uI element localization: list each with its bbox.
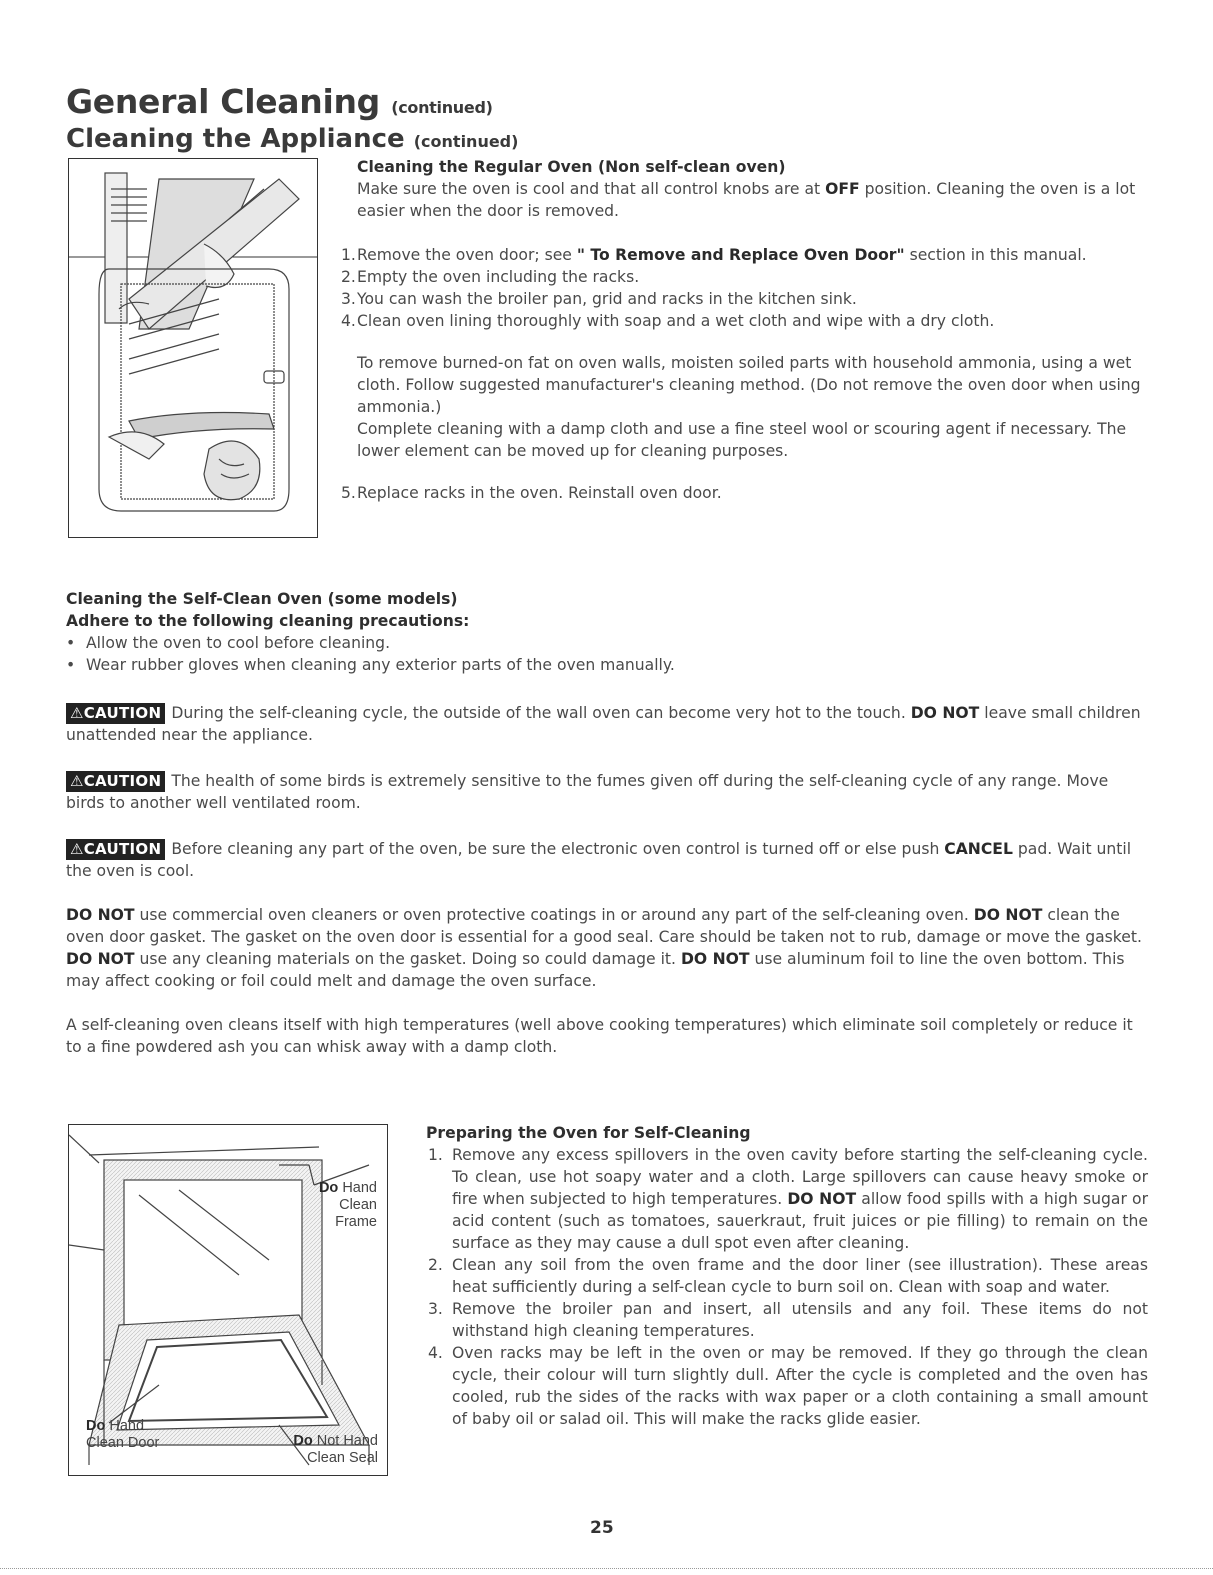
complete-cleaning-paragraph: Complete cleaning with a damp cloth and use a fine steel wool or scouring agent if necessary. The lower element can be moved up for cleaning purposes. [357, 420, 1127, 460]
caution2-text: The health of some birds is extremely sensitive to the fumes given off during the self-cleaning cycle of any range. Move birds to another well ventilated room. [66, 772, 1109, 812]
step-number: 3. [341, 290, 356, 308]
bullet1-text: Allow the oven to cool before cleaning. [86, 634, 391, 652]
page-title [66, 82, 493, 121]
step-number: 3. [428, 1300, 443, 1318]
seal-label-do: Do [293, 1433, 313, 1449]
caution1-text-c: leave small children unattended near the appliance. [66, 704, 1141, 744]
step3-text: You can wash the broiler pan, grid and racks in the kitchen sink. [357, 290, 857, 308]
frame-label-hand: Hand [338, 1180, 377, 1196]
self-clean-heading: Cleaning the Self-Clean Oven (some models) [66, 590, 458, 608]
step5-text: Replace racks in the oven. Reinstall oven door. [357, 484, 722, 502]
ammonia-paragraph: To remove burned-on fat on oven walls, moisten soiled parts with household ammonia, using a wet cloth. Follow suggested manufacturer's cleaning method. (Do not remove the oven door when using ammonia.) [357, 354, 1141, 416]
seal-label-not-hand: Not Hand [312, 1433, 378, 1449]
intro-text-c: position. Cleaning the oven is a lot easier when the door is removed. [357, 180, 1136, 220]
caution-label: CAUTION [83, 772, 162, 790]
intro-text-a: Make sure the oven is cool and that all control knobs are at [357, 180, 826, 198]
section-title [66, 124, 518, 154]
warn-text-a: use commercial oven cleaners or oven protective coatings in or around any part of the self-cleaning oven. [134, 906, 974, 924]
do-not-paragraph [66, 904, 1148, 992]
step-number: 2. [428, 1256, 443, 1274]
do-not-label: DO NOT [66, 906, 135, 924]
do-not-label: DO NOT [680, 950, 750, 968]
step-number: 1. [428, 1146, 443, 1164]
bullet2-text: Wear rubber gloves when cleaning any exterior parts of the oven manually. [86, 656, 675, 674]
caution-2 [66, 770, 1148, 814]
precautions-heading: Adhere to the following cleaning precautions: [66, 612, 470, 630]
caution3-cancel: CANCEL [944, 840, 1013, 858]
do-not-label: DO NOT [66, 950, 135, 968]
caution-badge [66, 839, 165, 860]
self-clean-section [66, 588, 1148, 1058]
step4-text: Clean oven lining thoroughly with soap and a wet cloth and wipe with a dry cloth. [357, 312, 995, 330]
caution-badge [66, 703, 165, 724]
prep-step1-do-not: DO NOT [787, 1190, 857, 1208]
warning-triangle-icon: ⚠ [70, 704, 84, 722]
warning-triangle-icon: ⚠ [70, 772, 84, 790]
regular-oven-heading: Cleaning the Regular Oven (Non self-clean oven) [357, 158, 786, 176]
page-title-text: General Cleaning [66, 82, 380, 121]
step-number: 4. [341, 312, 356, 330]
step-number: 5. [341, 484, 356, 502]
list-item [66, 632, 1148, 654]
frame-label [307, 1180, 377, 1231]
prep-step4-text: Oven racks may be left in the oven or may be removed. If they go through the clean cycle, their colour will turn slightly dull. After the cycle is completed and the oven has cooled, rub the sides of the racks with wax paper or a cloth containing a small amount of baby oil or salad oil. This will make the racks glide easier. [452, 1344, 1148, 1428]
page-bottom-border [0, 1568, 1213, 1569]
step1-link-text: " To Remove and Replace Oven Door" [576, 246, 905, 264]
prep-step1-text-c: allow food spills with a high sugar or acid content (such as tomatoes, sauerkraut, fruit juices or pie filling) to remain on the surface as they may cause a dull spot even after cleaning. [452, 1190, 1148, 1252]
seal-label-line2: Clean Seal [307, 1450, 378, 1466]
step1-text-a: Remove the oven door; see [357, 246, 577, 264]
caution-label: CAUTION [83, 704, 162, 722]
door-label-line2: Clean Door [86, 1435, 160, 1451]
list-item [426, 1342, 1148, 1430]
step-number: 2. [341, 268, 356, 286]
section-title-text: Cleaning the Appliance [66, 124, 405, 154]
do-not-label: DO NOT [973, 906, 1043, 924]
door-label-do: Do [86, 1418, 106, 1434]
list-item [329, 288, 1147, 310]
prep-step1-text-a: Remove any excess spillovers in the oven cavity before starting the self-cleaning cycle. To clean, use hot soapy water and a cloth. Large spillovers can cause heavy smoke or fire when subjected to high temperatures. [452, 1146, 1148, 1208]
prep-step2-text: Clean any soil from the oven frame and the door liner (see illustration). These areas heat sufficiently during a self-clean cycle to burn soil on. Clean with soap and water. [452, 1256, 1148, 1296]
warn-text-d: use aluminum foil to line the oven bottom. This may affect cooking or foil could melt and damage the oven surface. [66, 950, 1125, 990]
frame-label-do: Do [318, 1180, 339, 1196]
step-number: 4. [428, 1344, 443, 1362]
regular-oven-intro [357, 178, 1147, 222]
warn-text-c: use any cleaning materials on the gasket. Doing so could damage it. [134, 950, 681, 968]
list-item [329, 244, 1147, 266]
preparing-section [426, 1122, 1148, 1430]
list-item [329, 482, 1147, 504]
frame-label-line3: Frame [335, 1214, 377, 1230]
caution-label: CAUTION [83, 840, 162, 858]
bullet-icon: • [66, 656, 76, 674]
step1-text-c: section in this manual. [904, 246, 1087, 264]
warn-text-b: clean the oven door gasket. The gasket on the oven door is essential for a good seal. Care should be taken not to rub, damage or move the gasket. [66, 906, 1142, 946]
page-number: 25 [590, 1518, 614, 1538]
preparing-heading: Preparing the Oven for Self-Cleaning [426, 1124, 751, 1142]
seal-label [240, 1433, 378, 1467]
caution-badge [66, 771, 165, 792]
list-item [426, 1144, 1148, 1254]
list-item [329, 310, 1147, 332]
warning-triangle-icon: ⚠ [70, 840, 84, 858]
step2-text: Empty the oven including the racks. [357, 268, 640, 286]
page-title-suffix: (continued) [391, 98, 493, 117]
list-item [329, 266, 1147, 288]
preparing-steps [426, 1144, 1148, 1430]
caution-1 [66, 702, 1148, 746]
caution-3 [66, 838, 1148, 882]
bullet-icon: • [66, 634, 76, 652]
list-item [426, 1254, 1148, 1298]
caution3-text-c: pad. Wait until the oven is cool. [66, 840, 1132, 880]
step-number: 1. [341, 246, 356, 264]
section-title-suffix: (continued) [413, 132, 519, 151]
frame-label-line2: Clean [339, 1197, 377, 1213]
oven-door-removal-illustration [69, 159, 317, 537]
list-item [426, 1298, 1148, 1342]
caution1-text-a: During the self-cleaning cycle, the outside of the wall oven can become very hot to the touch. [171, 704, 911, 722]
caution1-do-not: DO NOT [910, 704, 980, 722]
oven-illustration-top [68, 158, 318, 538]
regular-oven-final-step [329, 482, 1147, 504]
caution3-text-a: Before cleaning any part of the oven, be sure the electronic oven control is turned off or else push [171, 840, 945, 858]
list-item [66, 654, 1148, 676]
regular-oven-section [341, 156, 1147, 504]
prep-step3-text: Remove the broiler pan and insert, all utensils and any foil. These items do not withstand high cleaning temperatures. [452, 1300, 1148, 1340]
regular-oven-steps [329, 244, 1147, 332]
self-clean-explanation: A self-cleaning oven cleans itself with high temperatures (well above cooking temperatures) which eliminate soil completely or reduce it to a fine powdered ash you can whisk away with a damp cloth. [66, 1016, 1133, 1056]
door-label [86, 1418, 159, 1452]
door-label-hand: Hand [105, 1418, 145, 1434]
intro-off: OFF [825, 180, 860, 198]
